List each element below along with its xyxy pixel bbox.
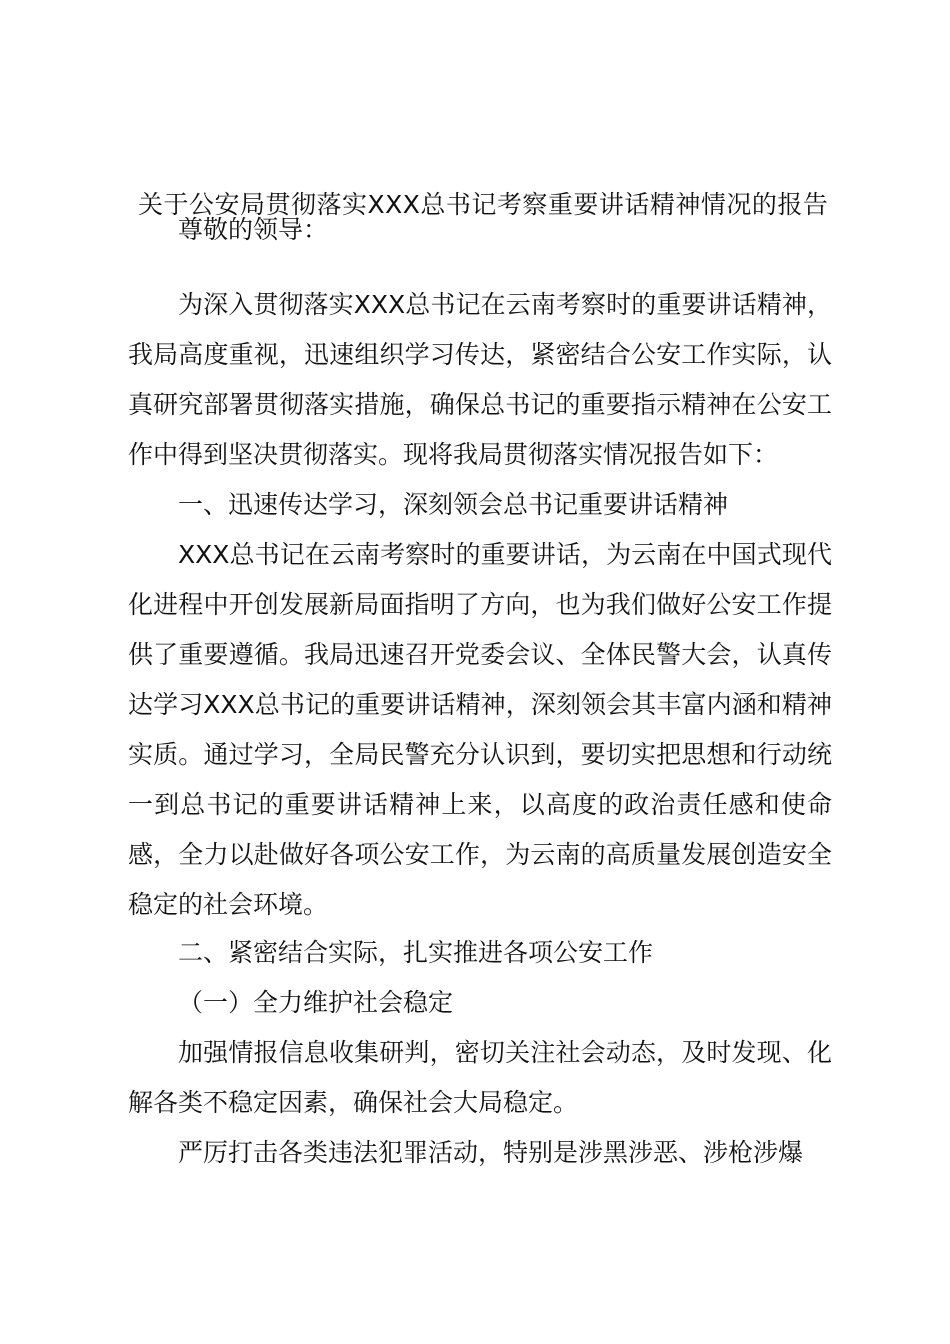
section-2-heading: 二、紧密结合实际，扎实推进各项公安工作	[178, 938, 654, 967]
section-1-paragraph: XXX总书记在云南考察时的重要讲话，为云南在中国式现代化进程中开创发展新局面指明了方向，也为我们做好公安工作提供了重要遵循。我局迅速召开党委会议、全体民警大会，认真传达学习XXX总书记的重要讲话精神，深刻领会其丰富内涵和精神实质。通过学习，全局民警充分认识到，要切实把思想和行动统一到总书记的重要讲话精神上来，以高度的政治责任感和使命感，全力以赴做好各项公安工作，为云南的高质量发展创造安全稳定的社会环境。	[128, 540, 832, 919]
section-2-paragraph-1: 加强情报信息收集研判，密切关注社会动态，及时发现、化解各类不稳定因素，确保社会大局稳定。	[128, 1038, 832, 1117]
intro-paragraph: 为深入贯彻落实XXX总书记在云南考察时的重要讲话精神，我局高度重视，迅速组织学习传达，紧密结合公安工作实际，认真研究部署贯彻落实措施，确保总书记的重要指示精神在公安工作中得到坚决贯彻落实。现将我局贯彻落实情况报告如下：	[128, 290, 832, 469]
section-1-heading: 一、迅速传达学习，深刻领会总书记重要讲话精神	[178, 490, 729, 519]
section-2-subheading-1: （一）全力维护社会稳定	[178, 988, 454, 1017]
section-2-paragraph-2: 严厉打击各类违法犯罪活动，特别是涉黑涉恶、涉枪涉爆	[178, 1138, 804, 1167]
document-title: 关于公安局贯彻落实XXX总书记考察重要讲话精神情况的报告	[138, 190, 829, 219]
salutation: 尊敬的领导：	[178, 215, 329, 244]
